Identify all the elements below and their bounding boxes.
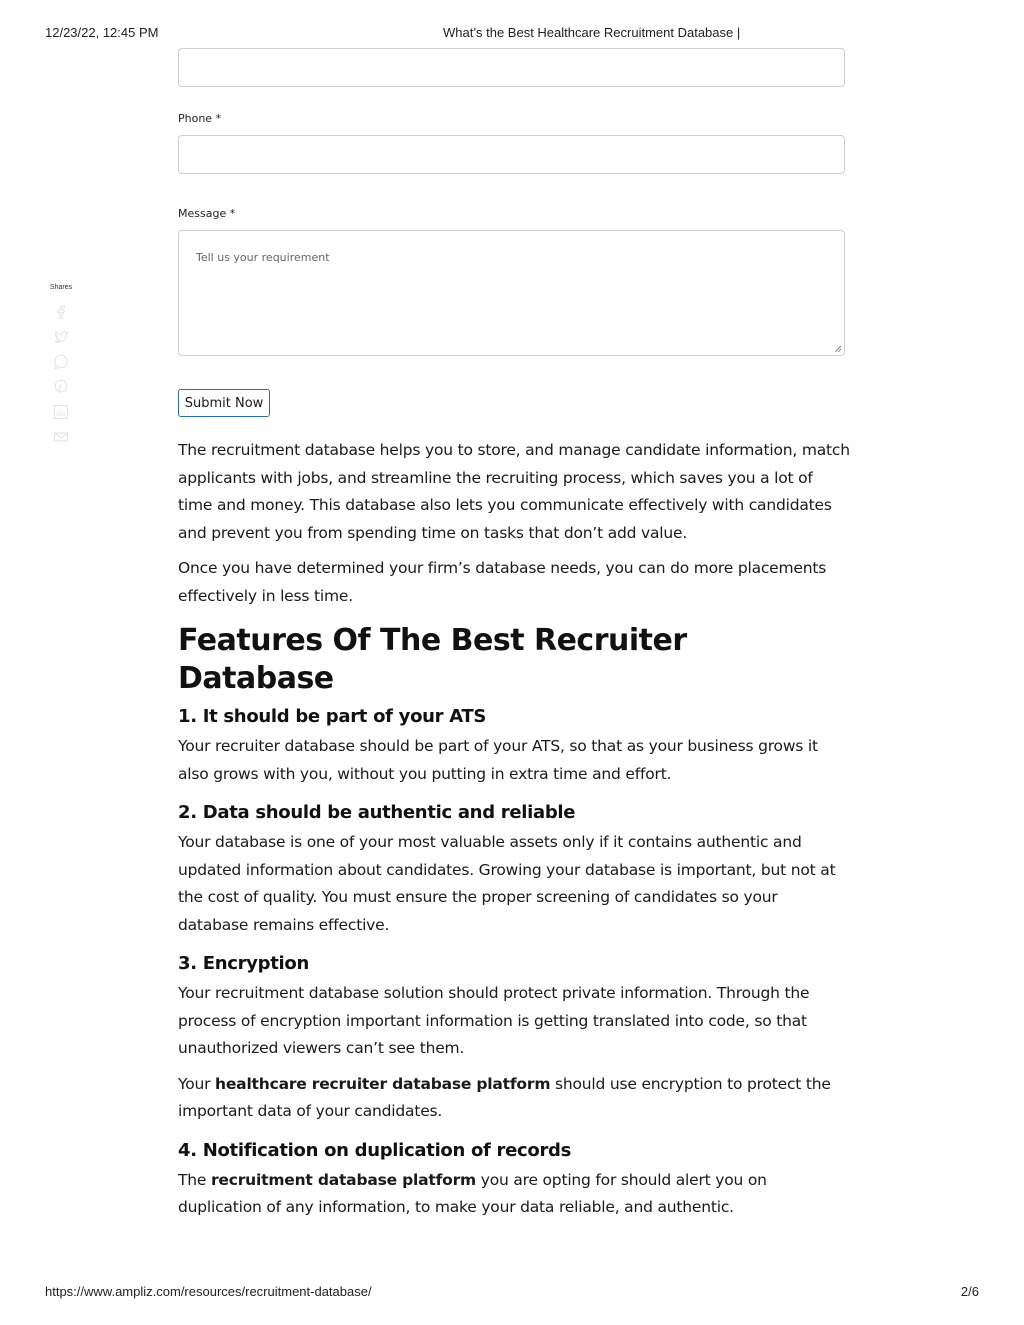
phone-label: Phone * bbox=[178, 112, 222, 125]
submit-now-button[interactable]: Submit Now bbox=[178, 389, 270, 417]
shares-label: Shares bbox=[49, 284, 73, 291]
feature-heading: 1. It should be part of your ATS bbox=[178, 706, 487, 727]
feature-heading: 2. Data should be authentic and reliable bbox=[178, 802, 576, 823]
print-url: https://www.ampliz.com/resources/recruitment-database/ bbox=[45, 1284, 372, 1299]
intro-paragraph: The recruitment database helps you to store, and manage candidate information, match applicants with jobs, and streamline the recruiting process, which saves you a lot of time and money. This database also lets you communicate effectively with candidates and prevent you from spending time on tasks that don’t add value. bbox=[178, 441, 850, 542]
bold-link-text: healthcare recruiter database platform bbox=[215, 1074, 551, 1093]
print-page-number: 2/6 bbox=[960, 1284, 979, 1299]
required-mark: * bbox=[229, 207, 236, 220]
intro-paragraph: Once you have determined your firm’s database needs, you can do more placements effectively in less time. bbox=[178, 559, 827, 605]
phone-input[interactable] bbox=[178, 135, 845, 174]
print-date: 12/23/22, 12:45 PM bbox=[45, 25, 159, 40]
twitter-icon[interactable] bbox=[52, 328, 70, 346]
whatsapp-icon[interactable] bbox=[52, 353, 70, 371]
print-page-title: What’s the Best Healthcare Recruitment Database | bbox=[443, 25, 741, 40]
section-heading: Features Of The Best Recruiter Database bbox=[178, 623, 687, 696]
feature-paragraph: Your healthcare recruiter database platform should use encryption to protect the important data of your candidates. bbox=[178, 1074, 831, 1120]
message-placeholder: Tell us your requirement bbox=[196, 251, 330, 264]
feature-heading: 3. Encryption bbox=[178, 953, 309, 974]
feature-paragraph: The recruitment database platform you are opting for should alert you on duplication of any information, to make your data reliable, and authentic. bbox=[178, 1170, 767, 1216]
bold-link-text: recruitment database platform bbox=[210, 1170, 476, 1189]
previous-form-field[interactable] bbox=[178, 48, 845, 87]
linkedin-icon[interactable] bbox=[52, 403, 70, 421]
feature-paragraph: Your recruiter database should be part of your ATS, so that as your business grows it also grows with you, without you putting in extra time and effort. bbox=[178, 737, 818, 783]
required-mark: * bbox=[215, 112, 222, 125]
article-body bbox=[178, 437, 850, 1230]
pinterest-icon[interactable] bbox=[52, 378, 70, 396]
share-rail bbox=[48, 284, 74, 453]
feature-heading: 4. Notification on duplication of records bbox=[178, 1139, 572, 1161]
message-label: Message * bbox=[178, 207, 236, 220]
resize-handle-icon[interactable] bbox=[834, 345, 842, 353]
email-icon[interactable] bbox=[52, 428, 70, 446]
facebook-icon[interactable] bbox=[52, 303, 70, 321]
feature-paragraph: Your recruitment database solution should protect private information. Through the process of encryption important information is getting translated into code, so that unauthorized viewers can’t see them. bbox=[178, 984, 810, 1057]
feature-paragraph: Your database is one of your most valuable assets only if it contains authentic and updated information about candidates. Growing your database is important, but not at the cost of quality. You must ensure the proper screening of candidates so your database remains effective. bbox=[178, 833, 836, 934]
message-textarea[interactable] bbox=[178, 230, 845, 356]
